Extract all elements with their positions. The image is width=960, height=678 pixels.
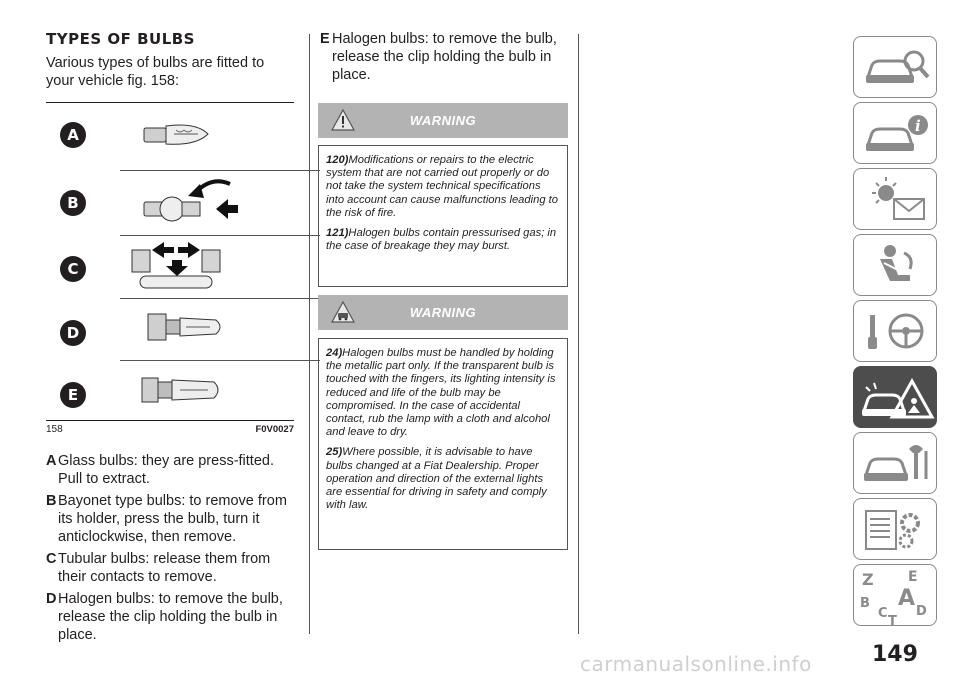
tab-key-steering-wheel[interactable]: [853, 300, 937, 362]
key-steering-wheel-icon: [854, 301, 938, 363]
list-item-text: Halogen bulbs: to remove the bulb, release the clip holding the bulb in place.: [332, 31, 557, 83]
warning-text: Halogen bulbs contain pressurised gas; in the case of breakage they may burst.: [326, 227, 557, 253]
list-item-letter: C: [46, 551, 57, 567]
figure-number: 158: [46, 424, 63, 435]
column-divider: [309, 34, 310, 634]
figure-separator: [120, 235, 320, 236]
section-title: TYPES OF BULBS: [46, 30, 195, 48]
car-magnifier-icon: [854, 37, 938, 99]
figure-separator: [120, 298, 320, 299]
figure-letter-c: C: [60, 256, 86, 282]
tab-car-info[interactable]: [853, 102, 937, 164]
list-gears-icon: [854, 499, 938, 561]
list-item-letter: D: [46, 591, 57, 607]
warning-text: Where possible, it is advisable to have bulbs changed at a Fiat Dealership. Proper operation and direction of the external lights are essential for driving in safety and comply with law.: [326, 446, 547, 512]
halogen-bulb-illustration: [146, 306, 256, 356]
warning-header: [318, 103, 568, 138]
warning-header: [318, 295, 568, 330]
warning-ref: 121): [326, 227, 349, 240]
figure-letter-a: A: [60, 122, 86, 148]
index-letter: C: [878, 606, 888, 621]
warning-ref: 25): [326, 446, 343, 459]
warning-ref: 120): [326, 154, 349, 166]
list-item: [320, 30, 570, 84]
figure-letter-e: E: [60, 382, 86, 408]
figure-code: F0V0027: [255, 424, 294, 435]
warning-box: [318, 145, 568, 287]
index-letter: T: [888, 614, 897, 627]
tab-car-magnifier[interactable]: [853, 36, 937, 98]
index-letter: B: [860, 596, 870, 611]
glass-bulb-illustration: [136, 114, 246, 154]
warning-title: WARNING: [409, 305, 477, 320]
halogen-bulb-illustration: [136, 368, 256, 418]
index-letter: D: [916, 604, 927, 619]
watermark: carmanualsonline.info: [580, 652, 812, 676]
index-letter: Z: [862, 570, 874, 589]
list-item-text: Tubular bulbs: release them from their contacts to remove.: [58, 551, 271, 585]
list-item-text: Halogen bulbs: to remove the bulb, release the clip holding the bulb in place.: [58, 591, 283, 643]
alphabet-index-icon: [854, 565, 938, 627]
light-envelope-icon: [854, 169, 938, 231]
svg-text:i: i: [915, 117, 921, 135]
warning-paragraph: [326, 347, 560, 439]
warning-ref: 24): [326, 347, 343, 359]
list-item-letter: A: [46, 453, 57, 469]
middle-column: [320, 30, 570, 88]
list-item-text: Glass bulbs: they are press-fitted. Pull to extract.: [58, 453, 274, 487]
page-number: 149: [872, 642, 918, 667]
tab-car-wrench[interactable]: [853, 432, 937, 494]
figure-bottom-rule: [46, 420, 294, 421]
warning-paragraph: [326, 446, 560, 512]
tubular-bulb-illustration: [126, 240, 266, 295]
list-item-text: Bayonet type bulbs: to remove from its holder, press the bulb, turn it anticlockwise, then remove.: [58, 493, 287, 545]
index-letter: A: [898, 586, 916, 611]
warning-box: [318, 338, 568, 550]
car-wrench-icon: [854, 433, 938, 495]
bulb-types-list: [46, 452, 302, 648]
figure-letter-d: D: [60, 320, 86, 346]
list-item-letter: E: [320, 31, 330, 47]
seat-airbag-icon: [854, 235, 938, 297]
list-item-letter: B: [46, 493, 57, 509]
intro-paragraph: Various types of bulbs are fitted to your vehicle fig. 158:: [46, 55, 265, 89]
list-item: [46, 590, 302, 644]
warning-paragraph: [326, 154, 560, 220]
left-column: [46, 30, 296, 90]
bayonet-bulb-illustration: [126, 174, 266, 226]
tab-alphabet-index[interactable]: [853, 564, 937, 626]
figure-separator: [120, 360, 320, 361]
figure-separator: [120, 170, 320, 171]
warning-paragraph: [326, 227, 560, 253]
list-item: [46, 452, 302, 488]
figure-letter-b: B: [60, 190, 86, 216]
tab-car-crash-warning[interactable]: [853, 366, 937, 428]
car-info-icon: [854, 103, 938, 165]
tab-light-envelope[interactable]: [853, 168, 937, 230]
warning-text: Modifications or repairs to the electric system that are not carried out properly or do not take the system technical specifications into account can cause malfunctions leading to the risk of fire.: [326, 154, 558, 219]
list-item: [46, 492, 302, 546]
car-crash-warning-icon: [854, 367, 938, 429]
tab-seat-airbag[interactable]: [853, 234, 937, 296]
column-divider: [578, 34, 579, 634]
list-item: [46, 550, 302, 586]
bulb-types-figure: [46, 100, 296, 435]
warning-title: WARNING: [409, 113, 477, 128]
figure-top-rule: [46, 102, 294, 103]
warning-text: Halogen bulbs must be handled by holding the metallic part only. If the transparent bulb is touched with the fingers, its lighting intensity is reduced and life of the bulb may be compromised. In the case of accidental contact, rub the lamp with a cloth and alcohol and leave to dry.: [326, 347, 556, 439]
tab-list-gears[interactable]: [853, 498, 937, 560]
index-letter: E: [908, 569, 918, 585]
